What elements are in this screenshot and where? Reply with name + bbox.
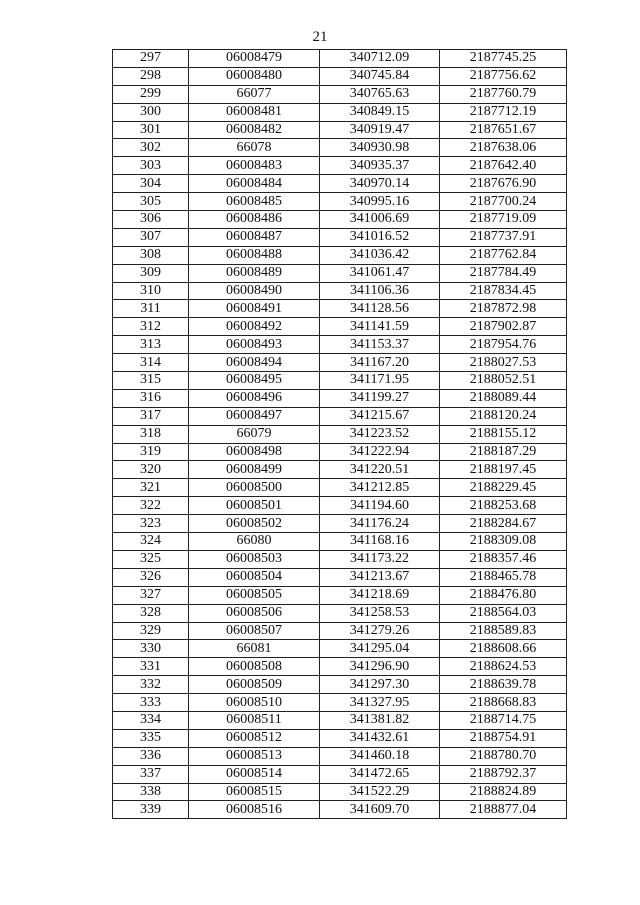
point-id-cell: 06008507 xyxy=(189,622,320,640)
point-id-cell: 06008503 xyxy=(189,550,320,568)
y-coordinate-cell: 2188824.89 xyxy=(440,783,567,801)
x-coordinate-cell: 340970.14 xyxy=(320,175,440,193)
point-id-cell: 06008501 xyxy=(189,497,320,515)
table-row xyxy=(113,568,567,586)
x-coordinate-cell: 341522.29 xyxy=(320,783,440,801)
y-coordinate-cell: 2188476.80 xyxy=(440,586,567,604)
table-row xyxy=(113,157,567,175)
row-number-cell: 301 xyxy=(113,121,189,139)
point-id-cell: 06008479 xyxy=(189,50,320,68)
row-number-cell: 313 xyxy=(113,336,189,354)
table-row xyxy=(113,461,567,479)
y-coordinate-cell: 2188197.45 xyxy=(440,461,567,479)
table-row xyxy=(113,550,567,568)
row-number-cell: 322 xyxy=(113,497,189,515)
row-number-cell: 332 xyxy=(113,676,189,694)
y-coordinate-cell: 2188714.75 xyxy=(440,711,567,729)
x-coordinate-cell: 340849.15 xyxy=(320,103,440,121)
point-id-cell: 06008514 xyxy=(189,765,320,783)
table-row xyxy=(113,246,567,264)
row-number-cell: 310 xyxy=(113,282,189,300)
table-row xyxy=(113,67,567,85)
row-number-cell: 326 xyxy=(113,568,189,586)
y-coordinate-cell: 2188589.83 xyxy=(440,622,567,640)
y-coordinate-cell: 2188027.53 xyxy=(440,354,567,372)
table-row xyxy=(113,103,567,121)
y-coordinate-cell: 2188253.68 xyxy=(440,497,567,515)
y-coordinate-cell: 2187745.25 xyxy=(440,50,567,68)
y-coordinate-cell: 2187784.49 xyxy=(440,264,567,282)
x-coordinate-cell: 341327.95 xyxy=(320,694,440,712)
y-coordinate-cell: 2188639.78 xyxy=(440,676,567,694)
point-id-cell: 06008511 xyxy=(189,711,320,729)
x-coordinate-cell: 341258.53 xyxy=(320,604,440,622)
point-id-cell: 06008480 xyxy=(189,67,320,85)
page-number: 21 xyxy=(312,29,328,45)
x-coordinate-cell: 341432.61 xyxy=(320,729,440,747)
x-coordinate-cell: 341460.18 xyxy=(320,747,440,765)
y-coordinate-cell: 2188877.04 xyxy=(440,801,567,819)
x-coordinate-cell: 341220.51 xyxy=(320,461,440,479)
x-coordinate-cell: 341141.59 xyxy=(320,318,440,336)
y-coordinate-cell: 2187737.91 xyxy=(440,228,567,246)
point-id-cell: 06008494 xyxy=(189,354,320,372)
y-coordinate-cell: 2188187.29 xyxy=(440,443,567,461)
row-number-cell: 323 xyxy=(113,515,189,533)
x-coordinate-cell: 341223.52 xyxy=(320,425,440,443)
x-coordinate-cell: 341036.42 xyxy=(320,246,440,264)
table-row xyxy=(113,282,567,300)
x-coordinate-cell: 340745.84 xyxy=(320,67,440,85)
point-id-cell: 06008500 xyxy=(189,479,320,497)
table-row xyxy=(113,640,567,658)
table-row xyxy=(113,622,567,640)
x-coordinate-cell: 340935.37 xyxy=(320,157,440,175)
point-id-cell: 66080 xyxy=(189,533,320,551)
y-coordinate-cell: 2188668.83 xyxy=(440,694,567,712)
table-row xyxy=(113,121,567,139)
y-coordinate-cell: 2188624.53 xyxy=(440,658,567,676)
row-number-cell: 306 xyxy=(113,211,189,229)
x-coordinate-cell: 341171.95 xyxy=(320,372,440,390)
table-row xyxy=(113,85,567,103)
y-coordinate-cell: 2187756.62 xyxy=(440,67,567,85)
row-number-cell: 303 xyxy=(113,157,189,175)
point-id-cell: 06008483 xyxy=(189,157,320,175)
table-row xyxy=(113,175,567,193)
y-coordinate-cell: 2188465.78 xyxy=(440,568,567,586)
row-number-cell: 307 xyxy=(113,228,189,246)
x-coordinate-cell: 341218.69 xyxy=(320,586,440,604)
row-number-cell: 335 xyxy=(113,729,189,747)
row-number-cell: 338 xyxy=(113,783,189,801)
point-id-cell: 66081 xyxy=(189,640,320,658)
table-row xyxy=(113,729,567,747)
x-coordinate-cell: 341609.70 xyxy=(320,801,440,819)
y-coordinate-cell: 2187872.98 xyxy=(440,300,567,318)
row-number-cell: 314 xyxy=(113,354,189,372)
table-row xyxy=(113,443,567,461)
point-id-cell: 06008484 xyxy=(189,175,320,193)
point-id-cell: 06008481 xyxy=(189,103,320,121)
table-row xyxy=(113,586,567,604)
point-id-cell: 06008510 xyxy=(189,694,320,712)
table-row xyxy=(113,711,567,729)
x-coordinate-cell: 341006.69 xyxy=(320,211,440,229)
table-row xyxy=(113,479,567,497)
point-id-cell: 06008493 xyxy=(189,336,320,354)
table-row xyxy=(113,318,567,336)
point-id-cell: 06008502 xyxy=(189,515,320,533)
x-coordinate-cell: 341212.85 xyxy=(320,479,440,497)
row-number-cell: 309 xyxy=(113,264,189,282)
table-row xyxy=(113,425,567,443)
point-id-cell: 66078 xyxy=(189,139,320,157)
coordinates-table xyxy=(112,49,567,819)
y-coordinate-cell: 2188052.51 xyxy=(440,372,567,390)
table-row xyxy=(113,354,567,372)
table-row xyxy=(113,139,567,157)
table-row xyxy=(113,389,567,407)
y-coordinate-cell: 2187638.06 xyxy=(440,139,567,157)
point-id-cell: 06008487 xyxy=(189,228,320,246)
y-coordinate-cell: 2187954.76 xyxy=(440,336,567,354)
point-id-cell: 06008508 xyxy=(189,658,320,676)
y-coordinate-cell: 2188284.67 xyxy=(440,515,567,533)
x-coordinate-cell: 341279.26 xyxy=(320,622,440,640)
row-number-cell: 317 xyxy=(113,407,189,425)
row-number-cell: 333 xyxy=(113,694,189,712)
row-number-cell: 330 xyxy=(113,640,189,658)
table-row xyxy=(113,676,567,694)
x-coordinate-cell: 341381.82 xyxy=(320,711,440,729)
point-id-cell: 06008486 xyxy=(189,211,320,229)
point-id-cell: 06008489 xyxy=(189,264,320,282)
x-coordinate-cell: 341222.94 xyxy=(320,443,440,461)
x-coordinate-cell: 341106.36 xyxy=(320,282,440,300)
point-id-cell: 06008509 xyxy=(189,676,320,694)
x-coordinate-cell: 341061.47 xyxy=(320,264,440,282)
point-id-cell: 06008490 xyxy=(189,282,320,300)
y-coordinate-cell: 2187712.19 xyxy=(440,103,567,121)
table-row xyxy=(113,407,567,425)
row-number-cell: 297 xyxy=(113,50,189,68)
point-id-cell: 06008492 xyxy=(189,318,320,336)
y-coordinate-cell: 2188564.03 xyxy=(440,604,567,622)
x-coordinate-cell: 341168.16 xyxy=(320,533,440,551)
table-row xyxy=(113,694,567,712)
x-coordinate-cell: 340930.98 xyxy=(320,139,440,157)
y-coordinate-cell: 2187642.40 xyxy=(440,157,567,175)
row-number-cell: 331 xyxy=(113,658,189,676)
point-id-cell: 66077 xyxy=(189,85,320,103)
point-id-cell: 06008506 xyxy=(189,604,320,622)
x-coordinate-cell: 341297.30 xyxy=(320,676,440,694)
table-row xyxy=(113,658,567,676)
row-number-cell: 319 xyxy=(113,443,189,461)
table-row xyxy=(113,497,567,515)
row-number-cell: 305 xyxy=(113,193,189,211)
point-id-cell: 06008516 xyxy=(189,801,320,819)
row-number-cell: 328 xyxy=(113,604,189,622)
y-coordinate-cell: 2187834.45 xyxy=(440,282,567,300)
row-number-cell: 312 xyxy=(113,318,189,336)
coordinates-table-body xyxy=(113,50,567,819)
row-number-cell: 321 xyxy=(113,479,189,497)
y-coordinate-cell: 2188754.91 xyxy=(440,729,567,747)
row-number-cell: 339 xyxy=(113,801,189,819)
row-number-cell: 316 xyxy=(113,389,189,407)
row-number-cell: 336 xyxy=(113,747,189,765)
table-row xyxy=(113,515,567,533)
y-coordinate-cell: 2188357.46 xyxy=(440,550,567,568)
row-number-cell: 299 xyxy=(113,85,189,103)
row-number-cell: 311 xyxy=(113,300,189,318)
point-id-cell: 06008505 xyxy=(189,586,320,604)
x-coordinate-cell: 340919.47 xyxy=(320,121,440,139)
y-coordinate-cell: 2188792.37 xyxy=(440,765,567,783)
point-id-cell: 06008497 xyxy=(189,407,320,425)
y-coordinate-cell: 2188229.45 xyxy=(440,479,567,497)
x-coordinate-cell: 340995.16 xyxy=(320,193,440,211)
table-row xyxy=(113,300,567,318)
table-row xyxy=(113,533,567,551)
point-id-cell: 06008499 xyxy=(189,461,320,479)
x-coordinate-cell: 341213.67 xyxy=(320,568,440,586)
y-coordinate-cell: 2188089.44 xyxy=(440,389,567,407)
x-coordinate-cell: 341296.90 xyxy=(320,658,440,676)
row-number-cell: 325 xyxy=(113,550,189,568)
row-number-cell: 327 xyxy=(113,586,189,604)
point-id-cell: 06008498 xyxy=(189,443,320,461)
y-coordinate-cell: 2187676.90 xyxy=(440,175,567,193)
row-number-cell: 318 xyxy=(113,425,189,443)
y-coordinate-cell: 2187902.87 xyxy=(440,318,567,336)
row-number-cell: 334 xyxy=(113,711,189,729)
row-number-cell: 315 xyxy=(113,372,189,390)
x-coordinate-cell: 341215.67 xyxy=(320,407,440,425)
table-row xyxy=(113,783,567,801)
table-row xyxy=(113,747,567,765)
y-coordinate-cell: 2187719.09 xyxy=(440,211,567,229)
point-id-cell: 06008482 xyxy=(189,121,320,139)
point-id-cell: 06008504 xyxy=(189,568,320,586)
x-coordinate-cell: 341016.52 xyxy=(320,228,440,246)
y-coordinate-cell: 2188608.66 xyxy=(440,640,567,658)
x-coordinate-cell: 341173.22 xyxy=(320,550,440,568)
x-coordinate-cell: 341472.65 xyxy=(320,765,440,783)
x-coordinate-cell: 340765.63 xyxy=(320,85,440,103)
table-row xyxy=(113,193,567,211)
row-number-cell: 300 xyxy=(113,103,189,121)
table-row xyxy=(113,801,567,819)
point-id-cell: 06008496 xyxy=(189,389,320,407)
y-coordinate-cell: 2188780.70 xyxy=(440,747,567,765)
point-id-cell: 66079 xyxy=(189,425,320,443)
row-number-cell: 329 xyxy=(113,622,189,640)
point-id-cell: 06008491 xyxy=(189,300,320,318)
y-coordinate-cell: 2188155.12 xyxy=(440,425,567,443)
row-number-cell: 304 xyxy=(113,175,189,193)
row-number-cell: 337 xyxy=(113,765,189,783)
table-row xyxy=(113,604,567,622)
row-number-cell: 324 xyxy=(113,533,189,551)
y-coordinate-cell: 2187651.67 xyxy=(440,121,567,139)
x-coordinate-cell: 341199.27 xyxy=(320,389,440,407)
point-id-cell: 06008495 xyxy=(189,372,320,390)
row-number-cell: 320 xyxy=(113,461,189,479)
y-coordinate-cell: 2187760.79 xyxy=(440,85,567,103)
point-id-cell: 06008515 xyxy=(189,783,320,801)
x-coordinate-cell: 341194.60 xyxy=(320,497,440,515)
point-id-cell: 06008513 xyxy=(189,747,320,765)
y-coordinate-cell: 2187762.84 xyxy=(440,246,567,264)
x-coordinate-cell: 341295.04 xyxy=(320,640,440,658)
point-id-cell: 06008485 xyxy=(189,193,320,211)
point-id-cell: 06008488 xyxy=(189,246,320,264)
x-coordinate-cell: 340712.09 xyxy=(320,50,440,68)
table-row xyxy=(113,211,567,229)
row-number-cell: 302 xyxy=(113,139,189,157)
table-row xyxy=(113,372,567,390)
y-coordinate-cell: 2188309.08 xyxy=(440,533,567,551)
row-number-cell: 308 xyxy=(113,246,189,264)
table-row xyxy=(113,50,567,68)
x-coordinate-cell: 341128.56 xyxy=(320,300,440,318)
x-coordinate-cell: 341176.24 xyxy=(320,515,440,533)
x-coordinate-cell: 341153.37 xyxy=(320,336,440,354)
table-row xyxy=(113,336,567,354)
table-row xyxy=(113,264,567,282)
x-coordinate-cell: 341167.20 xyxy=(320,354,440,372)
point-id-cell: 06008512 xyxy=(189,729,320,747)
row-number-cell: 298 xyxy=(113,67,189,85)
y-coordinate-cell: 2187700.24 xyxy=(440,193,567,211)
table-row xyxy=(113,765,567,783)
y-coordinate-cell: 2188120.24 xyxy=(440,407,567,425)
table-row xyxy=(113,228,567,246)
